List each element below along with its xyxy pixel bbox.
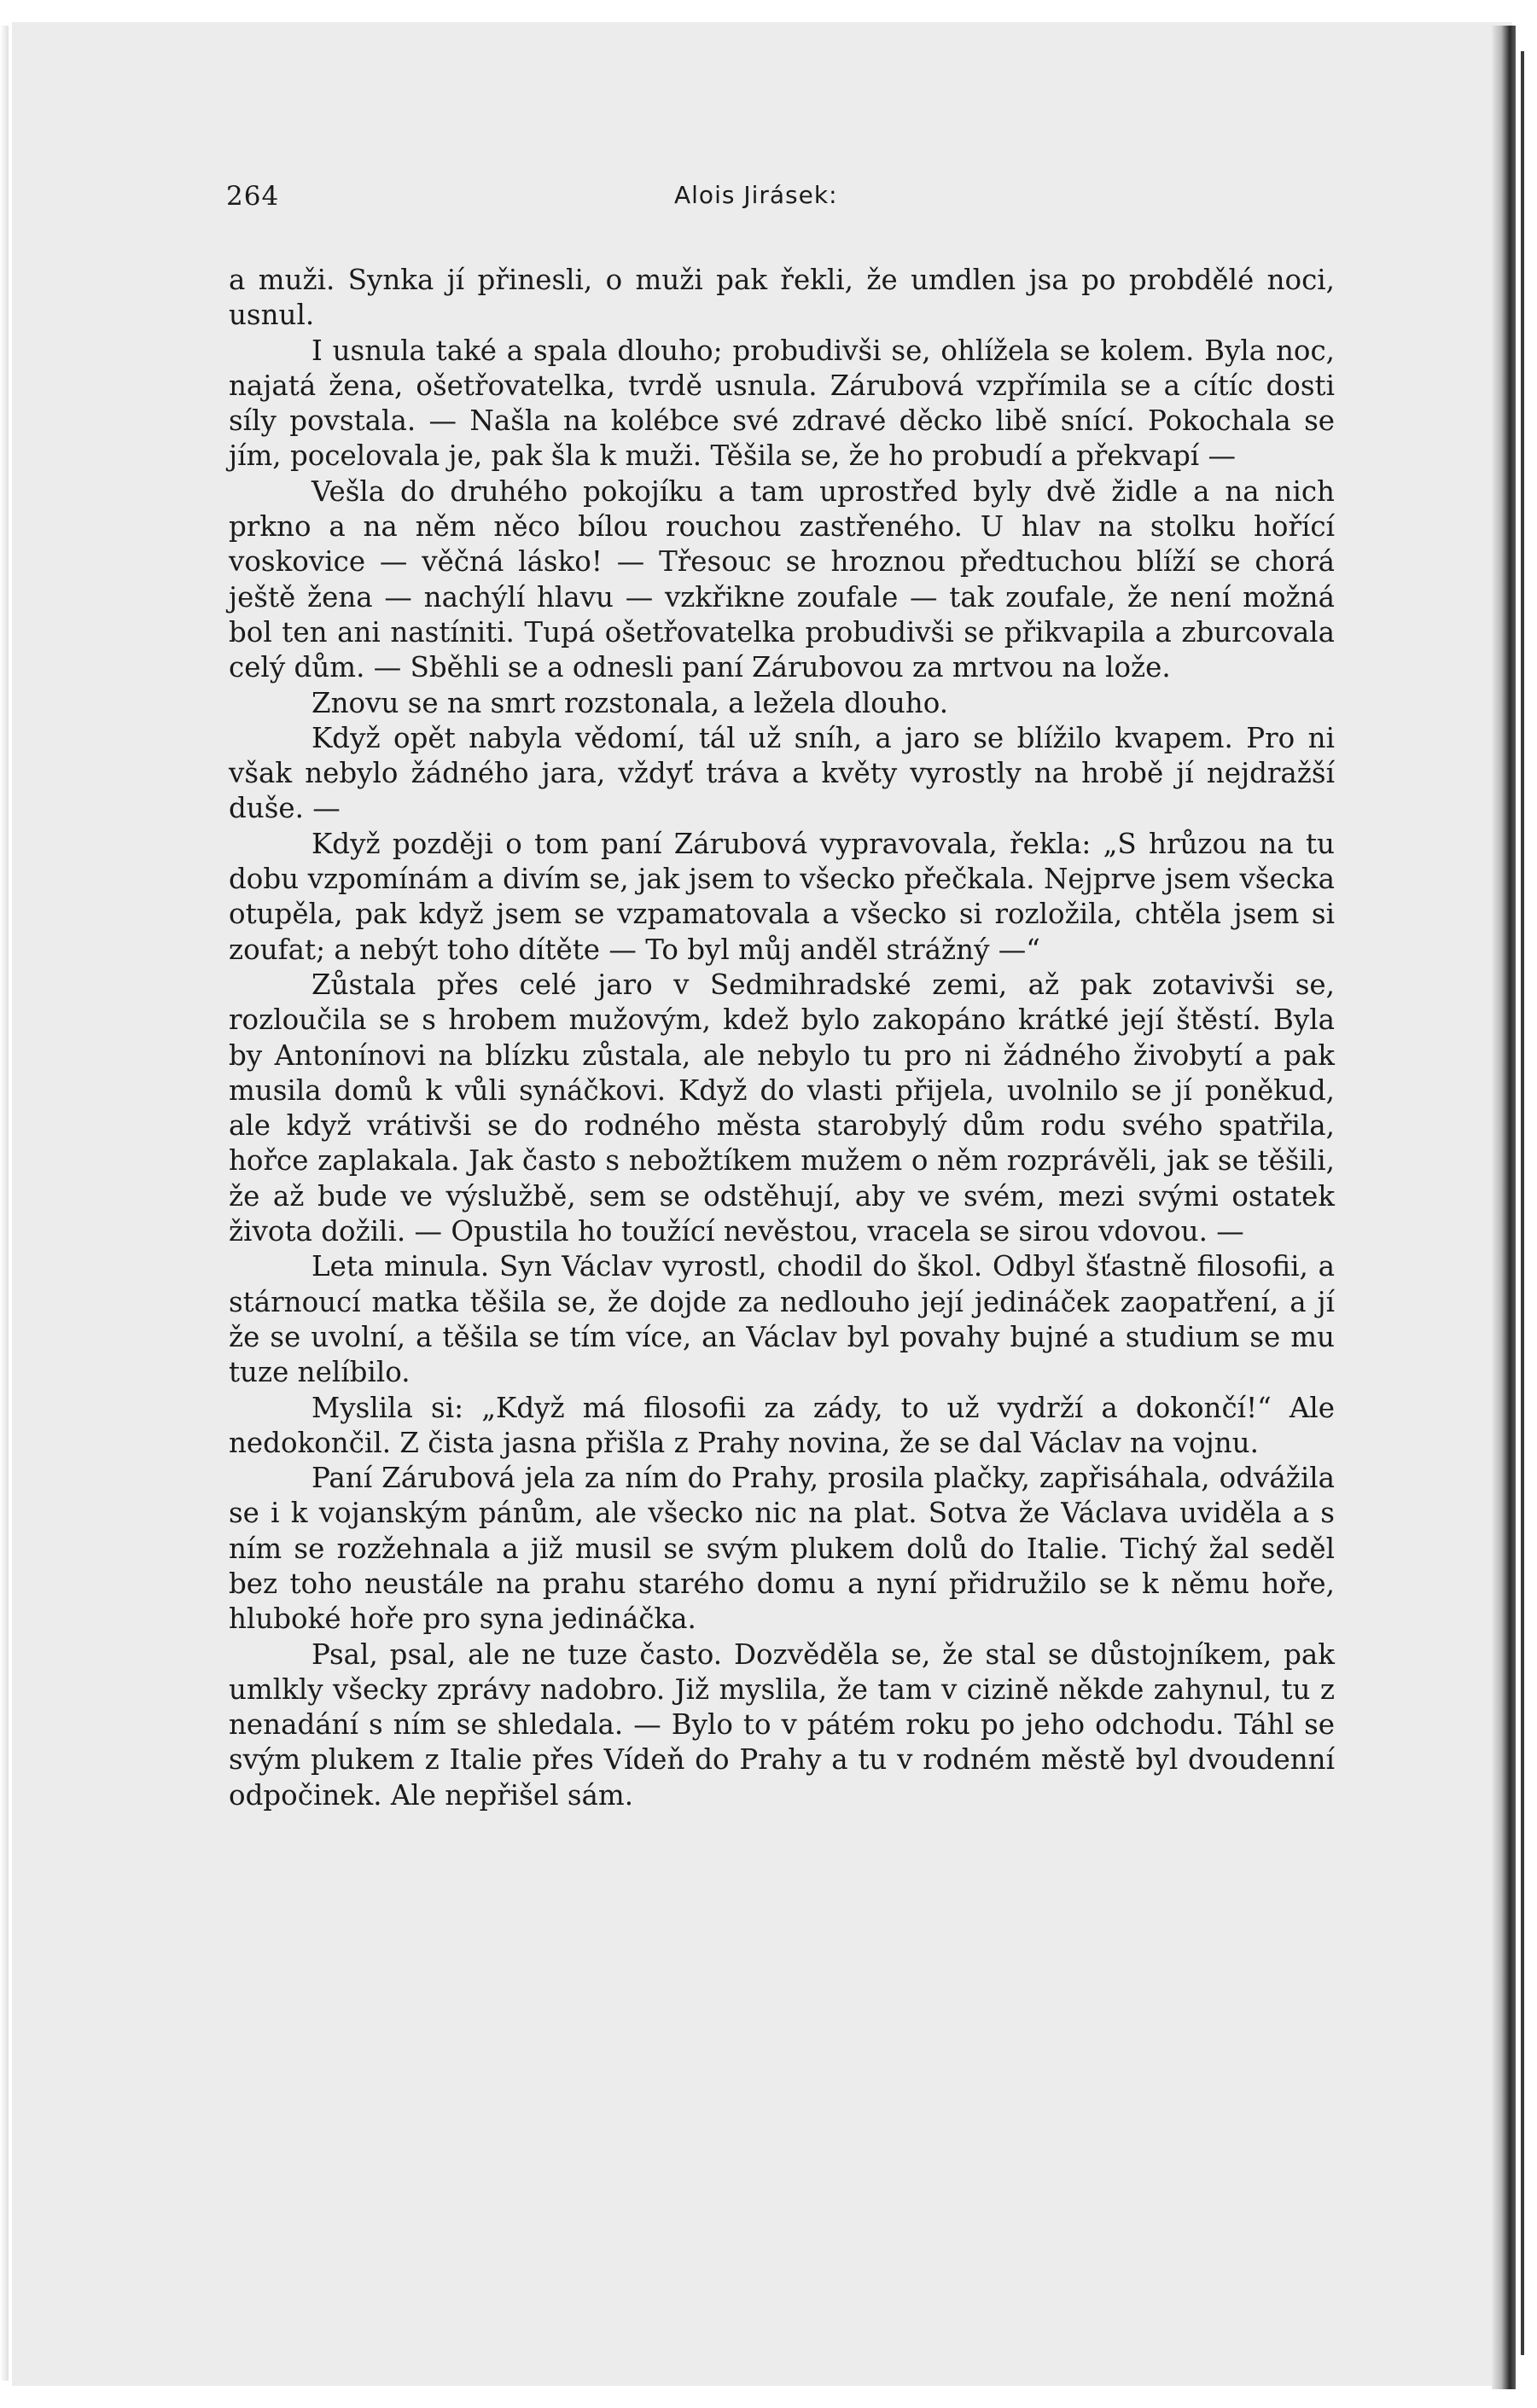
paragraph-3: Vešla do druhého pokojíku a tam uprostřed byly dvě židle a na nich prkno a na něm něco bílou rouchou zastřeného. U hlav na stolku hořící voskovice — věčná lásko! — Třesouc se hroznou předtuchou blíží se chorá ještě žena — nachýlí hlavu — vzkřikne zoufale — tak zoufale, že není možná bol ten ani nastíniti. Tupá ošetřovatelka probudivši se přikvapila a zburcovala celý dům. — Sběhli se a odnesli paní Zárubovou za mrtvou na lože.	[229, 474, 1335, 684]
paragraph-11: Psal, psal, ale ne tuze často. Dozvěděla se, že stal se důstojníkem, pak umlkly všecky zprávy nadobro. Již myslila, že tam v cizině někde zahynul, tu z nenadání s ním se shledala. — Bylo to v pátém roku po jeho odchodu. Táhl se svým plukem z Italie přes Vídeň do Prahy a tu v rodném městě byl dvoudenní odpočinek. Ale nepřišel sám.	[229, 1637, 1335, 1812]
paragraph-4: Znovu se na smrt rozstonala, a ležela dlouho.	[311, 686, 949, 719]
page-number: 264	[226, 181, 280, 212]
paragraph-7: Zůstala přes celé jaro v Sedmihradské zemi, až pak zotavivši se, rozloučila se s hrobem mužovým, kdež bylo zakopáno krátké její štěstí. Byla by Antonínovi na blízku zůstala, ale nebylo tu pro ni žádného živobytí a pak musila domů k vůli synáčkovi. Když do vlasti přijela, uvolnilo se jí poněkud, ale když vrátivši se do rodného města starobylý dům rodu svého spatřila, hořce zaplakala. Jak často s nebožtíkem mužem o něm rozprávěli, jak se těšili, že až bude ve výslužbě, sem se odstěhují, aby ve svém, mezi svými ostatek života dožili. — Opustila ho toužící nevěstou, vracela se sirou vdovou. —	[229, 968, 1335, 1248]
book-spine-line	[1521, 51, 1524, 2355]
paragraph-10: Paní Zárubová jela za ním do Prahy, prosila plačky, zapřisáhala, odvážila se i k vojanským pánům, ale všecko nic na plat. Sotva že Václava uviděla a s ním se rozžehnala a již musil se svým plukem dolů do Italie. Tichý žal seděl bez toho neustále na prahu starého domu a nyní přidružilo se k němu hoře, hluboké hoře pro syna jedináčka.	[229, 1462, 1335, 1636]
paragraph-1: a muži. Synka jí přinesli, o muži pak řekli, že umdlen jsa po probdělé noci, usnul.	[229, 264, 1335, 332]
book-spine-shadow	[1492, 26, 1516, 2389]
paragraph-9: Myslila si: „Když má filosofii za zády, to už vydrží a dokončí!“ Ale nedokončil. Z čista jasna přišla z Prahy novina, že se dal Václav na vojnu.	[229, 1391, 1335, 1459]
paragraph-2: I usnula také a spala dlouho; probudivši se, ohlížela se kolem. Byla noc, najatá žena, ošetřovatelka, tvrdě usnula. Zárubová vzpřímila se a cítíc dosti síly povstala. — Našla na kolébce své zdravé děcko libě snící. Pokochala se jím, pocelovala je, pak šla k muži. Těšila se, že ho probudí a překvapí —	[229, 334, 1335, 473]
running-title: Alois Jirásek:	[674, 181, 838, 209]
paragraph-6: Když později o tom paní Zárubová vypravovala, řekla: „S hrůzou na tu dobu vzpomínám a divím se, jak jsem to všecko přečkala. Nejprve jsem všecka otupěla, pak když jsem se vzpamatovala a všecko si rozložila, chtěla jsem si zoufat; a nebýt toho dítěte — To byl můj anděl strážný —“	[229, 827, 1335, 966]
body-text	[229, 263, 1335, 1813]
page-edge-left	[0, 26, 9, 2381]
paragraph-5: Když opět nabyla vědomí, tál už sníh, a jaro se blížilo kvapem. Pro ni však nebylo žádného jara, vždyť tráva a květy vyrostly na hrobě jí nejdražší duše. —	[229, 721, 1335, 825]
paragraph-8: Leta minula. Syn Václav vyrostl, chodil do škol. Odbyl šťastně filosofii, a stárnoucí matka těšila se, že dojde za nedlouho její jedináček zaopatření, a jí že se uvolní, a těšila se tím více, an Václav byl povahy bujné a studium se mu tuze nelíbilo.	[229, 1250, 1335, 1389]
running-header	[226, 181, 1327, 225]
